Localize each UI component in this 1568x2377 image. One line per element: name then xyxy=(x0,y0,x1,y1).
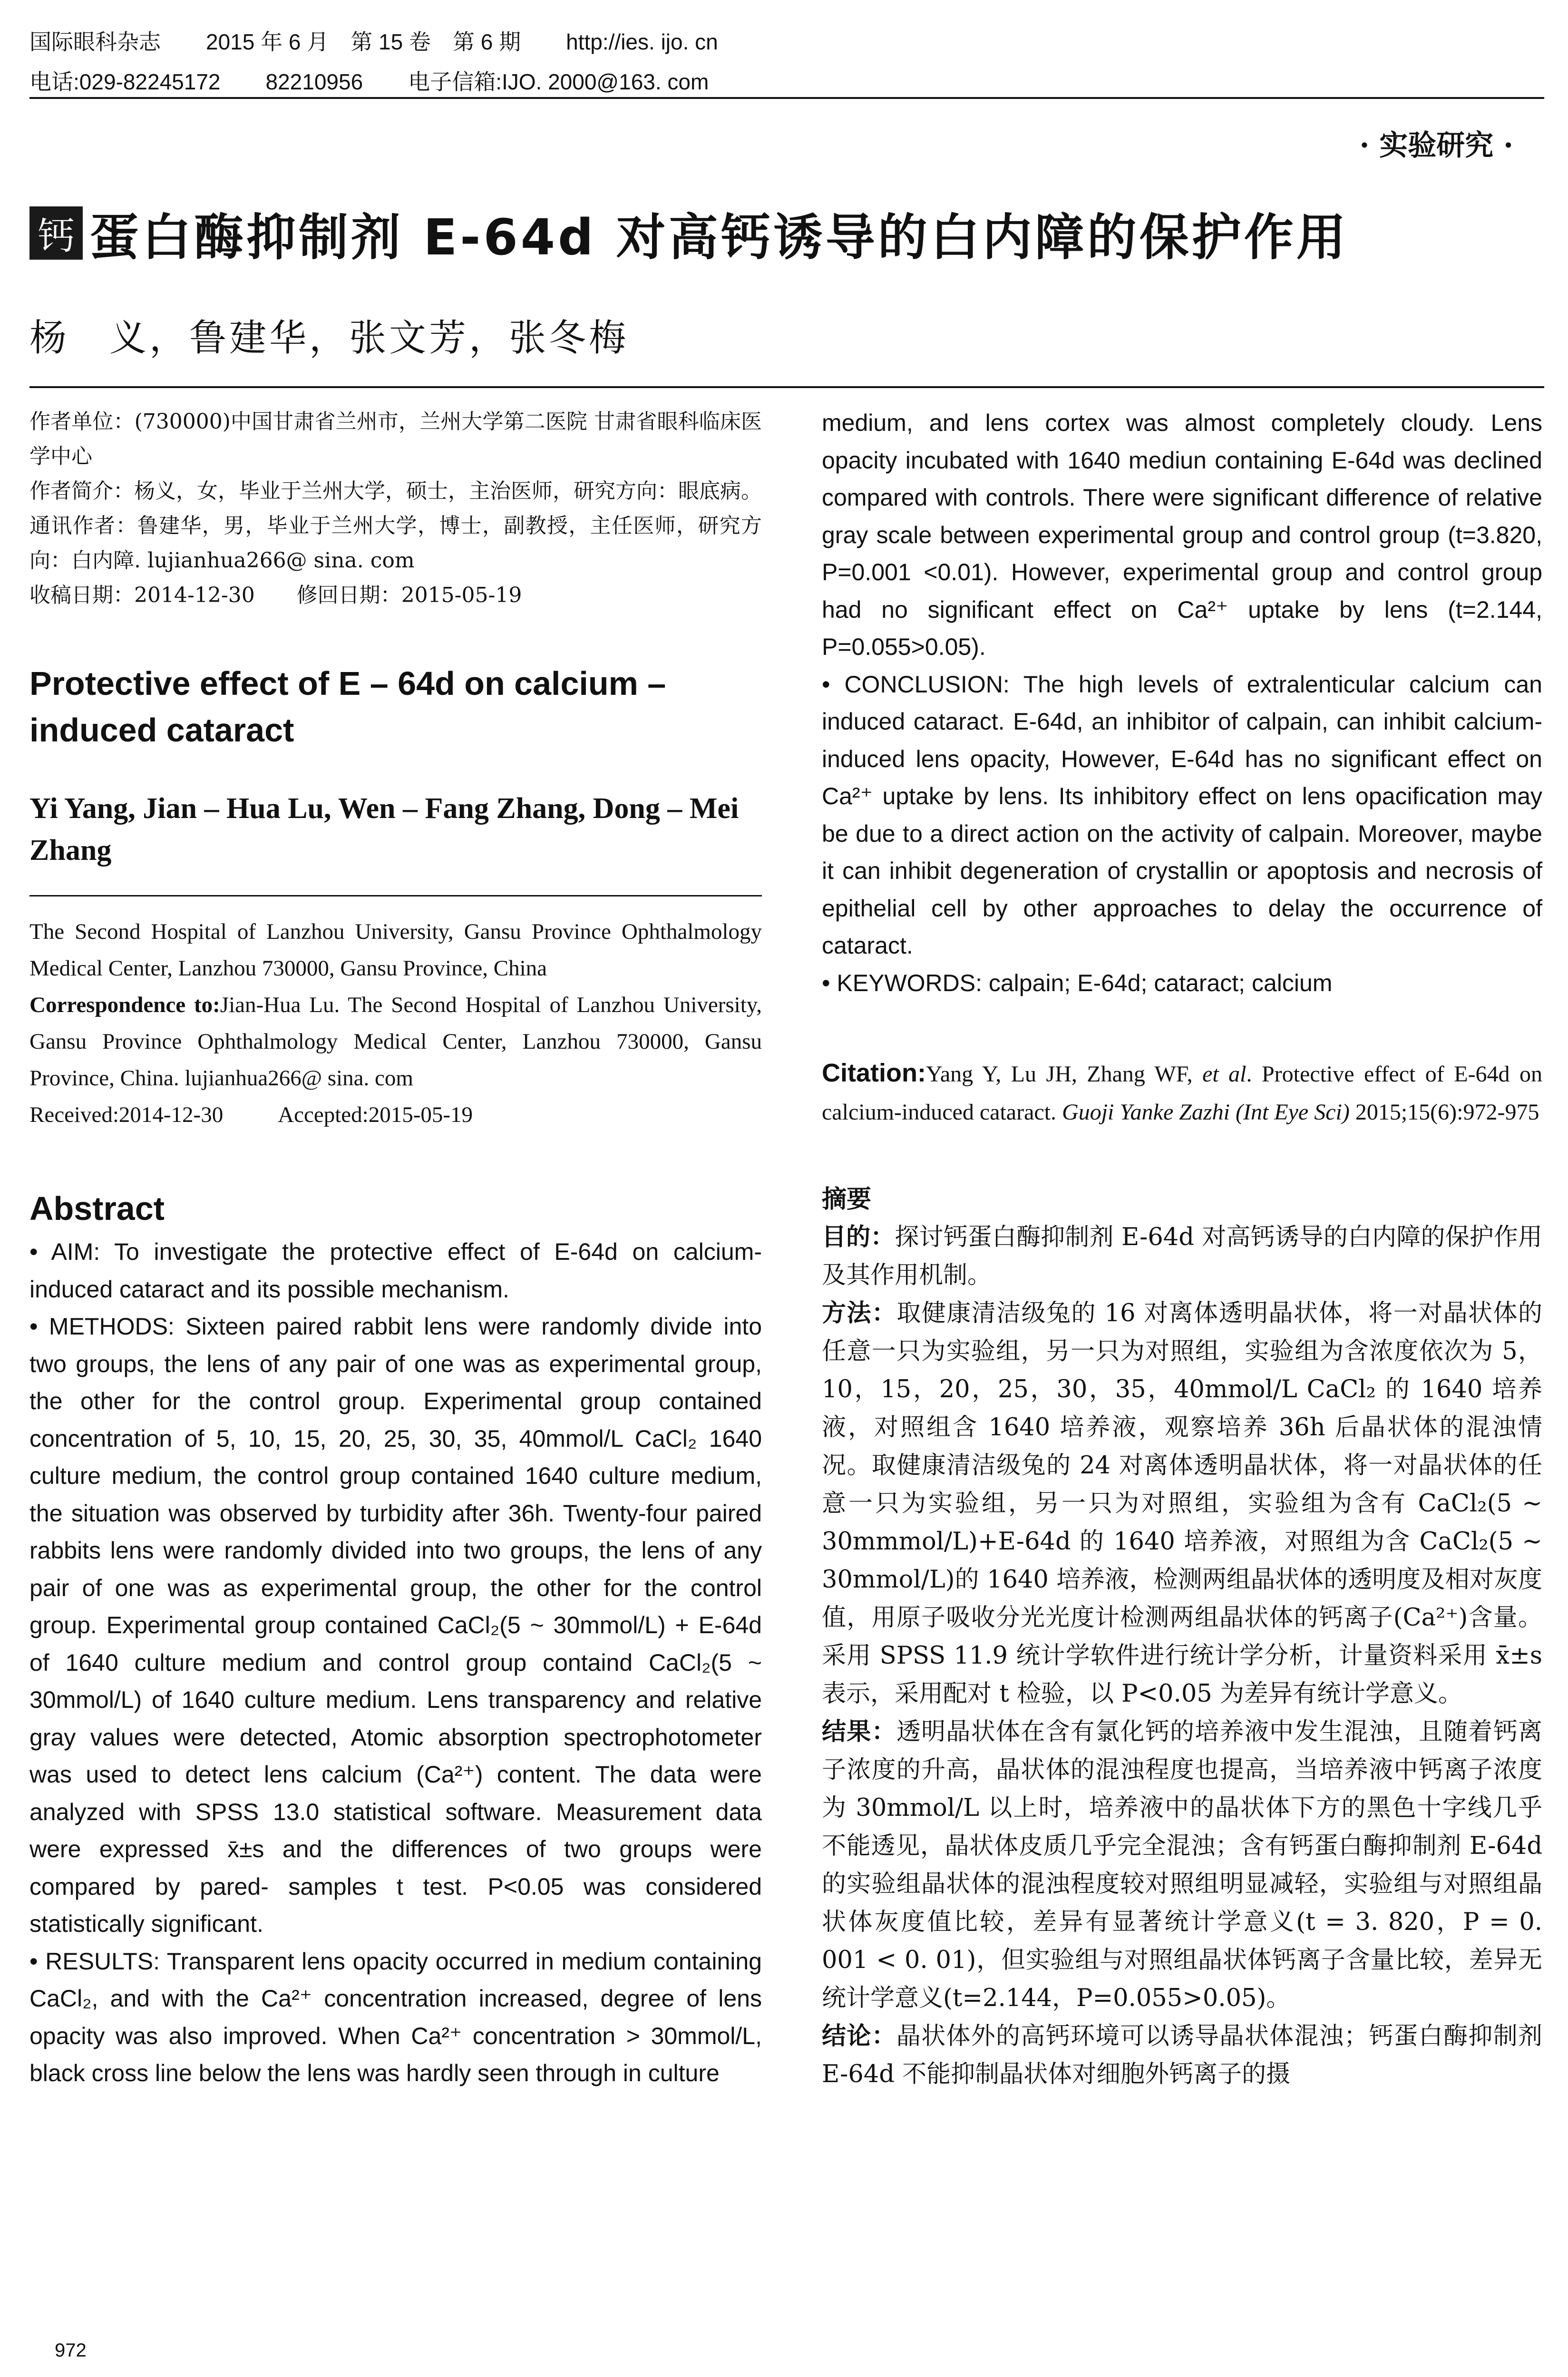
abstract-aim: • AIM: To investigate the protective effect of E-64d on calcium-induced cataract and its possible mechanism. xyxy=(29,1238,762,1303)
title-text: 蛋白酶抑制剂 E-64d 对高钙诱导的白内障的保护作用 xyxy=(89,208,1349,266)
citation xyxy=(822,1054,1542,1131)
zh-objective-label: 目的： xyxy=(822,1223,895,1251)
affiliation-en: The Second Hospital of Lanzhou University, Gansu Province Ophthalmology Medical Center, Lanzhou 730000, Gansu Province, China xyxy=(29,919,762,981)
zh-abstract xyxy=(822,1218,1542,2094)
zh-methods-label: 方法： xyxy=(822,1299,897,1327)
zh-results-text: 透明晶状体在含有氯化钙的培养液中发生混浊，且随着钙离子浓度的升高，晶状体的混浊程度也提高，当培养液中钙离子浓度为 30mmol/L 以上时，培养液中的晶状体下方的黑色十字线几乎不能透见，晶状体皮质几乎完全混浊；含有钙蛋白酶抑制剂 E-64d 的实验组晶状体的混浊程度较对照组明显减轻，实验组与对照组晶状体灰度值比较，差异有显著统计学意义(t = 3. 820，P = 0. 001 < 0. 01)，但实验组与对照组晶状体钙离子含量比较，差异无统计学意义(t=2.144，P=0.055>0.05)。 xyxy=(822,1718,1542,2012)
zh-methods xyxy=(822,1295,1542,1713)
abstract-right xyxy=(822,404,1542,1002)
phone-2: 82210956 xyxy=(265,69,363,94)
received-accepted xyxy=(29,1097,762,1133)
right-column xyxy=(822,404,1542,2094)
running-header-line2 xyxy=(29,65,754,96)
abstract-conclusion: • CONCLUSION: The high levels of extralenticular calcium can induced cataract. E-64d, an inhibitor of calpain, can inhibit calcium-induced lens opacity, However, E-64d has no significant effect on Ca²⁺ uptake by lens. Its inhibitory effect on lens opacification may be due to a direct action on the activity of calpain. Moreover, maybe it can inhibit degeneration of crystallin or apoptosis and necrosis of epithelial cell by other approaches to delay the occurrence of cataract. xyxy=(822,671,1542,959)
received-date: Received:2014-12-30 xyxy=(29,1102,224,1127)
section-tag: · 实验研究 · xyxy=(1359,129,1513,162)
english-affiliation xyxy=(29,914,762,1133)
journal-url[interactable]: http://ies. ijo. cn xyxy=(566,29,718,54)
header-rule xyxy=(29,97,1544,99)
journal-name: 国际眼科杂志 xyxy=(29,29,161,54)
email[interactable]: 电子信箱:IJO. 2000@163. com xyxy=(408,69,709,94)
title-rule xyxy=(29,386,1544,388)
abstract-left xyxy=(29,1233,762,2092)
correspondence-text: Jian-Hua Lu. The Second Hospital of Lanzhou University, Gansu Province Ophthalmology Medical Center, Lanzhou 730000, Gansu Province, China. lujianhua266@ sina. com xyxy=(29,993,762,1091)
running-header-line1 xyxy=(29,25,763,56)
abstract-keywords: • KEYWORDS: calpain; E-64d; cataract; calcium xyxy=(822,969,1333,996)
citation-authors: Yang Y, Lu JH, Zhang WF, xyxy=(925,1062,1203,1087)
article-title xyxy=(29,200,1349,266)
citation-volume: 2015;15(6):972-975 xyxy=(1349,1100,1539,1125)
dates-cn: 收稿日期：2014-12-30 修回日期：2015-05-19 xyxy=(29,583,522,607)
abstract-methods: • METHODS: Sixteen paired rabbit lens were randomly divide into two groups, the lens of any pair of one was as experimental group, the other for the control group. Experimental group contained concentration of 5, 10, 15, 20, 25, 30, 35, 40mmol/L CaCl₂ 1640 culture medium, the control group contained 1640 culture medium, the situation was observed by turbidity after 36h. Twenty-four paired rabbits lens were randomly divided into two groups, the lens of any pair of one was as experimental group, the other for the control group. Experimental group contained CaCl₂(5 ~ 30mmol/L) + E-64d of 1640 culture medium and control group containd CaCl₂(5 ~ 30mmol/L) of 1640 culture medium. Lens transparency and relative gray values were detected, Atomic absorption spectrophotometer was used to detect lens calcium (Ca²⁺) content. The data were analyzed with SPSS 13.0 statistical software. Measurement data were expressed x̄±s and the differences of two groups were compared by pared- samples t test. P<0.05 was considered statistically significant. xyxy=(29,1313,762,1937)
citation-etal: et al xyxy=(1202,1062,1247,1087)
left-column xyxy=(29,404,762,2092)
issue-info: 2015 年 6 月 第 15 卷 第 6 期 xyxy=(206,29,521,54)
zh-methods-text: 取健康清洁级兔的 16 对离体透明晶状体，将一对晶状体的任意一只为实验组，另一只为对照组，实验组为含浓度依次为 5，10，15，20，25，30，35，40mmol/L CaCl₂ 的 1640 培养液，对照组含 1640 培养液，观察培养 36h 后晶状体的混浊情况。取健康清洁级兔的 24 对离体透明晶状体，将一对晶状体的任意一只为实验组，另一只为对照组，实验组为含有 CaCl₂(5 ~ 30mmmol/L)+E-64d 的 1640 培养液，对照组为含 CaCl₂(5 ~ 30mmol/L)的 1640 培养液，检测两组晶状体的透明度及相对灰度值，用原子吸收分光光度计检测两组晶状体的钙离子(Ca²⁺)含量。采用 SPSS 11.9 统计学软件进行统计学分析，计量资料采用 x̄±s 表示，采用配对 t 检验，以 P<0.05 为差异有统计学意义。 xyxy=(822,1299,1542,1708)
zh-objective-text: 探讨钙蛋白酶抑制剂 E-64d 对高钙诱导的白内障的保护作用及其作用机制。 xyxy=(822,1223,1542,1289)
zh-conclusion xyxy=(822,2017,1542,2094)
english-authors: Yi Yang, Jian – Hua Lu, Wen – Fang Zhang, Dong – Mei Zhang xyxy=(29,792,739,867)
zh-results xyxy=(822,1713,1542,2017)
abstract-results: • RESULTS: Transparent lens opacity occurred in medium containing CaCl₂, and with the Ca²⁺ concentration increased, degree of lens opacity was also improved. When Ca²⁺ concentration > 30mmol/L, black cross line below the lens was hardly seen through in culture xyxy=(29,1948,762,2086)
title-first-char: 钙 xyxy=(29,206,83,260)
zh-objective xyxy=(822,1218,1542,1295)
phone: 电话:029-82245172 xyxy=(29,69,221,94)
accepted-date: Accepted:2015-05-19 xyxy=(278,1102,473,1127)
correspondence-label: Correspondence to: xyxy=(29,993,220,1017)
abstract-results-cont: medium, and lens cortex was almost completely cloudy. Lens opacity incubated with 1640 mediun containing E-64d was declined compared with controls. There were significant difference of relative gray scale between experimental group and control group (t=3.820, P=0.001 <0.01). However, experimental group and control group had no significant effect on Ca²⁺ uptake by lens (t=2.144, P=0.055>0.05). xyxy=(822,409,1542,660)
abstract-heading: Abstract xyxy=(29,1190,165,1227)
zh-abstract-heading: 摘要 xyxy=(822,1185,872,1214)
corresponding-author-cn: 通讯作者：鲁建华，男，毕业于兰州大学，博士，副教授，主任医师，研究方向：白内障. lujianhua266@ sina. com xyxy=(29,514,762,573)
author-bio-cn: 作者简介：杨义，女，毕业于兰州大学，硕士，主治医师，研究方向：眼底病。 xyxy=(29,479,762,503)
citation-journal: Guoji Yanke Zazhi (Int Eye Sci) xyxy=(1062,1100,1350,1125)
zh-results-label: 结果： xyxy=(822,1718,896,1746)
affiliation-cn: 作者单位：(730000)中国甘肃省兰州市，兰州大学第二医院 甘肃省眼科临床医学中心 xyxy=(29,409,762,468)
citation-title: . Protective effect of E-64d on calcium-induced cataract. xyxy=(822,1062,1542,1125)
page-number: 972 xyxy=(55,2340,87,2361)
citation-label: Citation: xyxy=(822,1059,926,1087)
english-title: Protective effect of E – 64d on calcium – induced cataract xyxy=(29,665,666,749)
author-info-cn xyxy=(29,404,762,613)
affiliation-rule xyxy=(29,895,762,896)
zh-conclusion-text: 晶状体外的高钙环境可以诱导晶状体混浊；钙蛋白酶抑制剂 E-64d 不能抑制晶状体对细胞外钙离子的摄 xyxy=(822,2022,1542,2088)
zh-conclusion-label: 结论： xyxy=(822,2022,896,2050)
authors-cn: 杨 义，鲁建华，张文芳，张冬梅 xyxy=(29,317,629,360)
correspondence-en xyxy=(29,987,762,1097)
